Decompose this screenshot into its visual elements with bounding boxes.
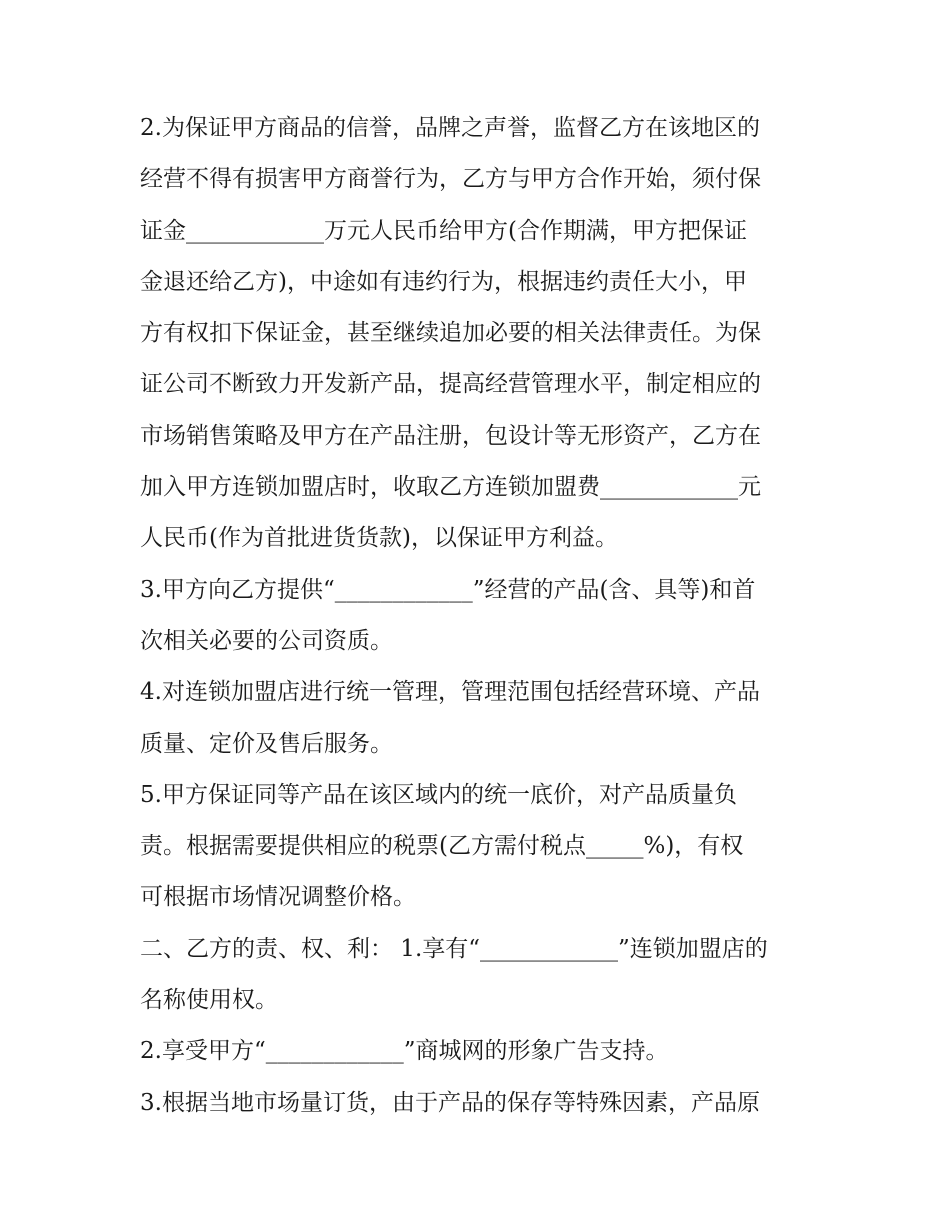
text-line: 方有权扣下保证金，甚至继续追加必要的相关法律责任。为保 (140, 320, 761, 347)
text-line: 加入甲方连锁加盟店时，收取乙方连锁加盟费____________元 (140, 474, 761, 501)
text-line: 2.享受甲方“____________”商城网的形象广告支持。 (140, 1038, 669, 1065)
text-line: 3.甲方向乙方提供“____________”经营的产品(含、具等)和首 (140, 576, 756, 603)
text-line: 金退还给乙方)，中途如有违约行为，根据违约责任大小，甲 (140, 268, 747, 295)
text-line: 5.甲方保证同等产品在该区域内的统一底价，对产品质量负 (140, 781, 737, 808)
text-line: 名称使用权。 (140, 987, 278, 1014)
text-line: 市场销售策略及甲方在产品注册，包设计等无形资产，乙方在 (140, 422, 761, 449)
text-line: 4.对连锁加盟店进行统一管理，管理范围包括经营环境、产品 (140, 679, 760, 706)
text-line: 3.根据当地市场量订货，由于产品的保存等特殊因素，产品原 (140, 1089, 760, 1116)
text-line: 责。根据需要提供相应的税票(乙方需付税点_____%)，有权 (140, 833, 744, 860)
text-line: 质量、定价及售后服务。 (140, 730, 393, 757)
text-line: 可根据市场情况调整价格。 (140, 884, 416, 911)
text-line: 证公司不断致力开发新产品，提高经营管理水平，制定相应的 (140, 371, 761, 398)
text-line: 次相关必要的公司资质。 (140, 627, 393, 654)
document-body (140, 103, 820, 1129)
text-line: 证金____________万元人民币给甲方(合作期满，甲方把保证 (140, 217, 747, 244)
text-line: 二、乙方的责、权、利： 1.享有“____________”连锁加盟店的 (140, 935, 768, 962)
text-line: 经营不得有损害甲方商誉行为，乙方与甲方合作开始，须付保 (140, 166, 761, 193)
text-line: 人民币(作为首批进货货款)，以保证甲方利益。 (140, 525, 618, 552)
text-line: 2.为保证甲方商品的信誉，品牌之声誉，监督乙方在该地区的 (140, 115, 760, 141)
